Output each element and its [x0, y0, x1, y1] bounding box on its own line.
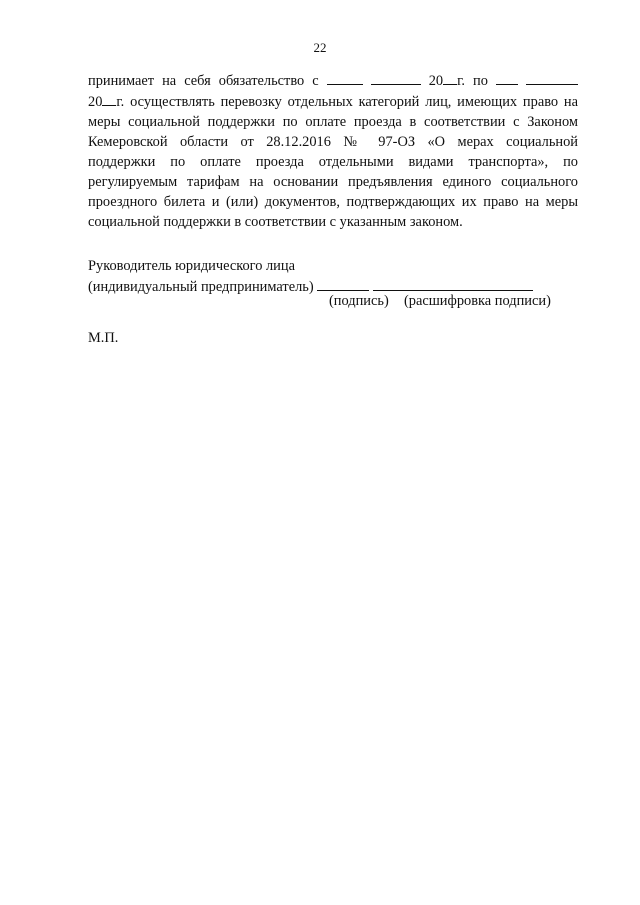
- blank-month-to[interactable]: [526, 70, 578, 85]
- paragraph-line-3: меры социальной поддержки по оплате проезда в соответствии с Законом: [88, 114, 578, 130]
- page-number: 22: [313, 40, 327, 55]
- blank-month-from[interactable]: [371, 70, 421, 85]
- paragraph-line-5: поддержки по оплате проезда отдельными видами транспорта», по: [88, 154, 578, 170]
- obligation-text-continued: г. осуществлять перевозку отдельных категорий лиц, имеющих право на: [116, 94, 578, 110]
- obligation-paragraph: [88, 70, 578, 232]
- paragraph-line-1: [88, 70, 578, 91]
- paragraph-line-8: социальной поддержки в соответствии с указанным законом.: [88, 214, 463, 230]
- signature-field[interactable]: [317, 276, 369, 291]
- paragraph-line-6: регулируемым тарифам на основании предъявления единого социального: [88, 174, 578, 190]
- paragraph-line-2: [88, 91, 578, 112]
- paragraph-line-7: проездного билета и (или) документов, подтверждающих их право на меры: [88, 194, 578, 210]
- blank-day-to[interactable]: [496, 70, 518, 85]
- stamp-placeholder: М.П.: [88, 330, 119, 346]
- date-separator-text: г. по: [457, 73, 488, 89]
- signatory-title-line-1: Руководитель юридического лица: [88, 258, 295, 274]
- signatory-title-line-2: (индивидуальный предприниматель): [88, 279, 314, 295]
- year-prefix-from: 20: [428, 73, 444, 89]
- signature-block: [88, 256, 578, 297]
- blank-day-from[interactable]: [327, 70, 363, 85]
- signature-decoding-caption: (расшифровка подписи): [403, 293, 551, 309]
- blank-year-from[interactable]: [443, 70, 457, 85]
- year-prefix-to: 20: [88, 94, 103, 110]
- signature-caption: (подпись): [329, 293, 389, 309]
- paragraph-line-4: Кемеровской области от 28.12.2016 № 97-ОЗ «О мерах социальной: [88, 134, 578, 150]
- obligation-text-start: принимает на себя обязательство с: [88, 73, 319, 89]
- blank-year-to[interactable]: [102, 91, 116, 106]
- signature-decoding-field[interactable]: [373, 276, 533, 291]
- signature-captions: [329, 293, 551, 310]
